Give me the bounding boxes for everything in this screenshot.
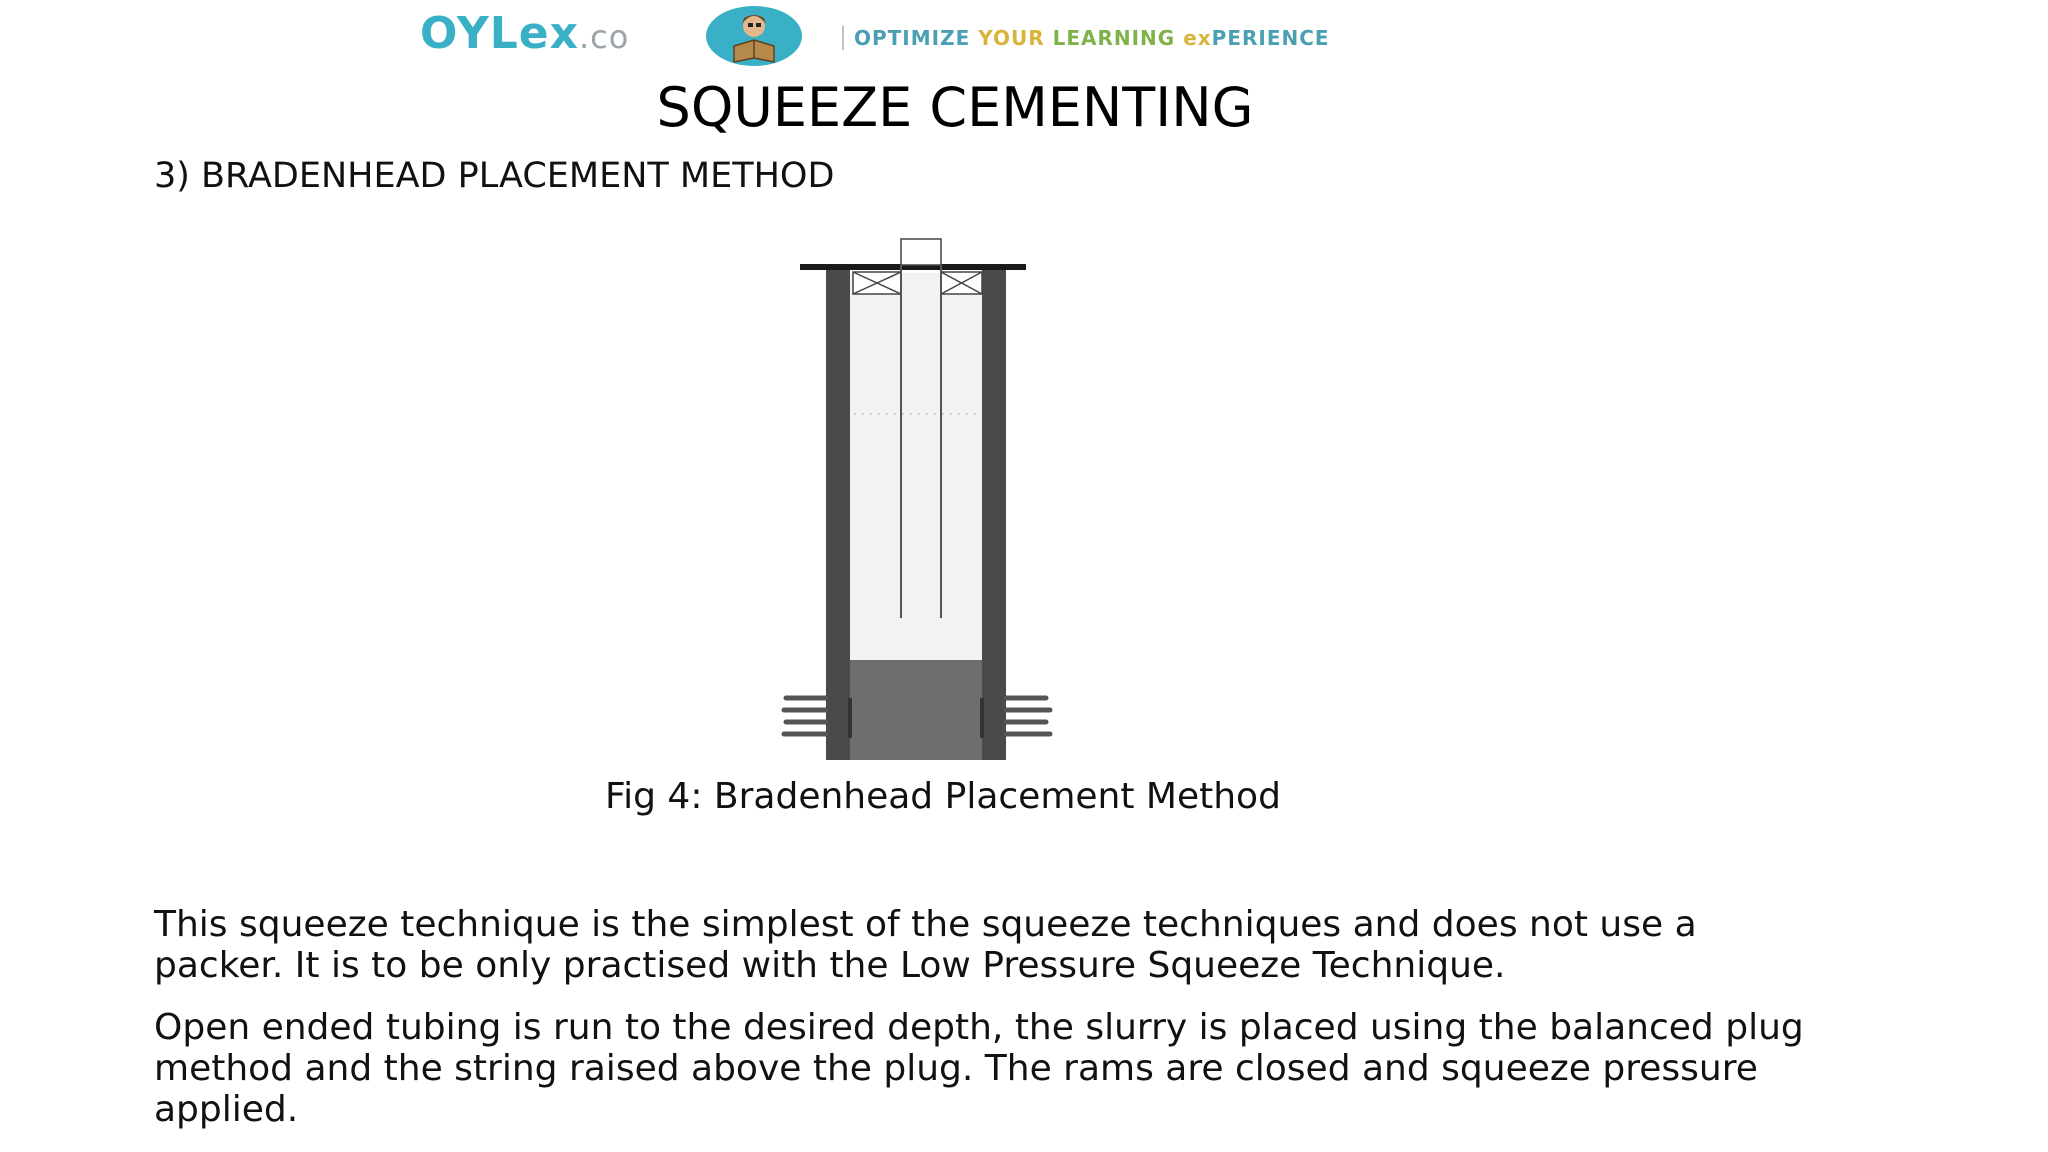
- oylex-logo: [420, 8, 629, 59]
- casing-left-wall: [826, 270, 850, 760]
- logo-main-text: OYLex: [420, 8, 579, 59]
- tagline-part-your: YOUR: [978, 26, 1053, 50]
- cement-plug: [850, 660, 982, 760]
- perforations-left: [784, 698, 826, 734]
- tagline-part-perience: PERIENCE: [1211, 26, 1330, 50]
- tagline-part-optimize: OPTIMIZE: [854, 26, 979, 50]
- tubing-top-connector: [901, 239, 941, 265]
- figure-caption: Fig 4: Bradenhead Placement Method: [605, 776, 1281, 817]
- mascot-reading-icon: [704, 4, 804, 66]
- paragraph-procedure: Open ended tubing is run to the desired depth, the slurry is placed using the balanced plug method and the string raised above the plug. The rams are closed and squeeze pressure applied.: [154, 1007, 1804, 1130]
- wellbore-fluid: [850, 273, 982, 703]
- tagline: [842, 26, 1330, 50]
- slide-title: SQUEEZE CEMENTING: [656, 76, 1254, 139]
- header: [0, 0, 2048, 75]
- paragraph-technique: This squeeze technique is the simplest of the squeeze techniques and does not use a packer. It is to be only practised with the Low Pressure Squeeze Technique.: [154, 904, 1697, 986]
- casing-right-wall: [982, 270, 1006, 760]
- logo-suffix-text: .co: [578, 18, 630, 56]
- perforations-right: [1006, 698, 1050, 734]
- tagline-part-learning: LEARNING: [1052, 26, 1184, 50]
- tagline-part-ex: ex: [1183, 26, 1212, 50]
- slide-subtitle: 3) BRADENHEAD PLACEMENT METHOD: [154, 156, 835, 196]
- bradenhead-diagram: [770, 228, 1070, 768]
